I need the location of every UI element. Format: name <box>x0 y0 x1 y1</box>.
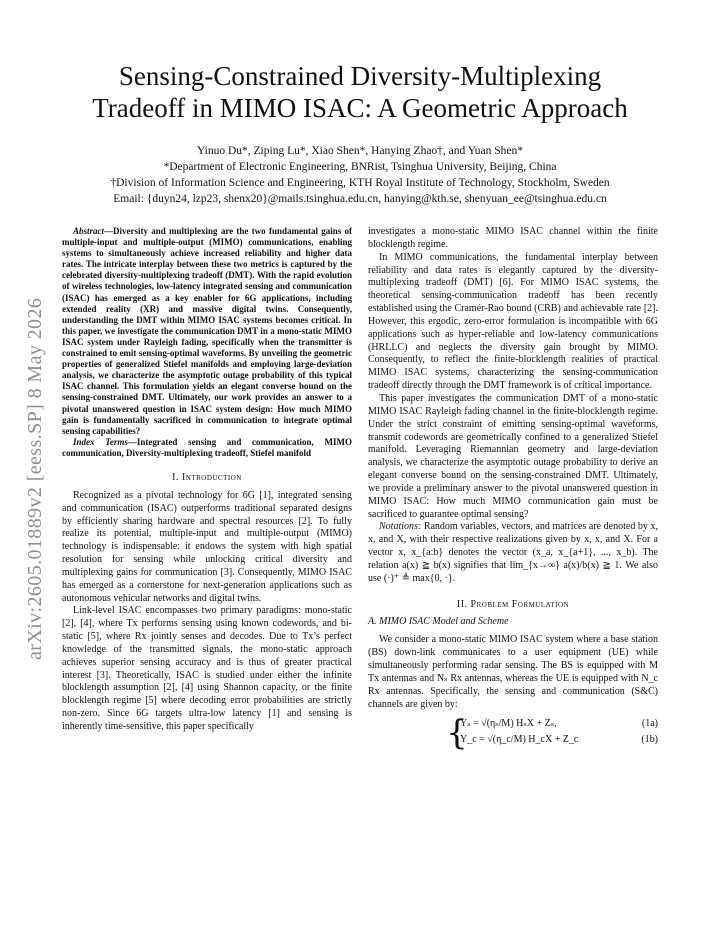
section-1-numeral: I. <box>172 471 179 483</box>
equation-1a-number: (1a) <box>641 718 658 730</box>
notations-paragraph <box>368 521 658 585</box>
section-1-heading <box>62 472 352 485</box>
title-line-2: Tradeoff in MIMO ISAC: A Geometric Approach <box>92 93 628 123</box>
equation-1b-number: (1b) <box>641 734 658 746</box>
equation-1a <box>460 718 658 733</box>
abstract <box>62 226 352 459</box>
equation-block <box>368 713 658 754</box>
abstract-label: Abstract <box>73 226 105 236</box>
notations-text: Random variables, vectors, and matrices are denoted by x, x, and X, with their respective realizations given by x, x, and X. For a vector x, x_{a:b} denotes the vector (x_a, x_{a+1}, ..., x_b). The relation a(x) ≧ b(x) signifies that lim_{x→∞} a(x)/b(x) ≧ 1. We also use (·)⁺ ≜ max{0, ·}. <box>368 521 658 584</box>
index-terms-text: —Integrated sensing and communication, MIMO communication, Diversity-multiplexing tradeoff, Stiefel manifold <box>62 436 352 458</box>
paper-title <box>40 60 680 124</box>
intro-paragraph-2: Link-level ISAC encompasses two primary paradigms: mono-static [2], [4], where Tx performs sensing using known codewords, and bi-static [5], where Rx jointly senses and decodes. Due to Tx’s perfect knowledge of the transmitted signals, the mono-static approach achieves superior sensing accuracy and is thus of greater practical interest [3]. Theoretically, ISAC is studied under either the infinite blocklength assumption [2], [4] using Shannon capacity, or the finite blocklength regime [5] where decoding error probabilities are strictly non-zero. Since 6G targets ultra-low latency [1] and sensing is inherently time-sensitive, this paper specifically <box>62 605 352 732</box>
section-1-title: Introduction <box>181 471 242 483</box>
arxiv-watermark: arXiv:2605.01889v2 [eess.SP] 8 May 2026 <box>24 297 46 660</box>
intro-paragraph-1: Recognized as a pivotal technology for 6G [1], integrated sensing and communication (ISAC) outperforms traditional separated designs by efficiently sharing hardware and spectral resources [2]. To fully realize its potential, multiple-input and multiple-output (MIMO) technology is indispensable: it endows the system with high spatial resolution for sensing while unlocking critical diversity and multiplexing gains for communication [3]. Consequently, MIMO ISAC has emerged as a cornerstone for next-generation applications such as autonomous vehicular networks and digital twins. <box>62 489 352 604</box>
title-line-1: Sensing-Constrained Diversity-Multiplexing <box>118 61 602 91</box>
equation-1b-expr: Y_c = √(η_c/M) H_cX + Z_c <box>460 734 579 746</box>
intro-paragraph-3: investigates a mono-static MIMO ISAC channel within the finite blocklength regime. <box>368 226 658 250</box>
intro-paragraph-5: This paper investigates the communication DMT of a mono-static MIMO ISAC Rayleigh fading channel in the finite-blocklength regime. Under the strict constraint of emitting sensing-optimal waveforms, transmit codewords are geometrically confined to a generalized Stiefel manifold. Leveraging Riemannian geometry and large-deviation analysis, we characterize the asymptotic outage probability to derive an elegant converse bound on the sensing-constrained DMT. Ultimately, we provide a preliminary answer to the pivotal unanswered question in MIMO ISAC: How much MIMO communication gain must be sacrificed to guarantee optimal sensing? <box>368 392 658 520</box>
equation-1a-expr: Yₛ = √(ηₛ/M) HₛX + Zₛ, <box>460 718 557 730</box>
affiliation-1: *Department of Electronic Engineering, BNRist, Tsinghua University, Beijing, China <box>163 161 557 173</box>
section-2-numeral: II. <box>456 598 468 610</box>
equation-1b <box>460 734 658 749</box>
author-block <box>40 143 680 207</box>
author-list: Yinuo Du*, Ziping Lu*, Xiao Shen*, Hanying Zhao†, and Yuan Shen* <box>196 145 523 157</box>
subsection-a-heading: A. MIMO ISAC Model and Scheme <box>368 616 509 628</box>
notations-label: Notations: <box>379 521 422 533</box>
intro-paragraph-4: In MIMO communications, the fundamental interplay between reliability and data rates is elegantly captured by the diversity-multiplexing tradeoff (DMT) [6]. For MIMO ISAC systems, the theoretical sensing-communication tradeoff has been recently established using the Cramér-Rao bound (CRB) and achievable rate [2]. However, this ergodic, zero-error formulation is incompatible with 6G applications such as hyper-reliable and low-latency communications (HRLLC) and neglects the diversity gain brought by MIMO. Consequently, to reflect the finite-blocklength realities of practical MIMO ISAC systems, characterizing the sensing-communication tradeoff directly through the DMT framework is of critical importance. <box>368 251 658 392</box>
equation-brace: { <box>446 713 468 754</box>
section-2-heading <box>368 599 658 612</box>
email-line: Email: {duyn24, lzp23, shenx20}@mails.tsinghua.edu.cn, hanying@kth.se, shenyuan_ee@tsinghua.edu.cn <box>113 193 607 205</box>
abstract-text: —Diversity and multiplexing are the two fundamental gains of multiple-input and multiple-output (MIMO) communications, enabling systems to simultaneously achieve increased reliability and higher data rates. The intricate interplay between these two metrics is captured by the celebrated diversity-multiplexing tradeoff (DMT). With the rapid evolution of wireless technologies, low-latency integrated sensing and communication (ISAC) has emerged as a key enabler for 6G applications, including extended reality (XR) and massive digital twins. Consequently, understanding the DMT within MIMO ISAC systems becomes critical. In this paper, we investigate the communication DMT in a mono-static MIMO ISAC system under Rayleigh fading, specifically when the transmitter is constrained to emit sensing-optimal waveforms. By unveiling the geometric properties of generalized Stiefel manifolds and employing large-deviation analysis, we characterize the asymptotic outage probability of this typical ISAC channel. This formulation yields an elegant converse bound on the sensing-constrained DMT. Ultimately, our work provides an answer to a pivotal unanswered question in ISAC system design: How much MIMO gain is fundamentally sacrificed in communication to integrate optimal sensing capabilities? <box>62 226 352 436</box>
section-2-title: Problem Formulation <box>470 598 570 610</box>
left-column <box>62 226 352 734</box>
model-paragraph: We consider a mono-static MIMO ISAC system where a base station (BS) down-link communicates to a user equipment (UE) while simultaneously performing radar sensing. The BS is equipped with M Tx antennas and Nₛ Rx antennas, whereas the UE is equipped with N_c Rx antennas. Specifically, the sensing and communication (S&C) channels are given by: <box>368 634 658 710</box>
affiliation-2: †Division of Information Science and Engineering, KTH Royal Institute of Technology, Stockholm, Sweden <box>110 177 610 189</box>
right-column <box>368 226 658 754</box>
index-terms-label: Index Terms <box>73 436 128 447</box>
